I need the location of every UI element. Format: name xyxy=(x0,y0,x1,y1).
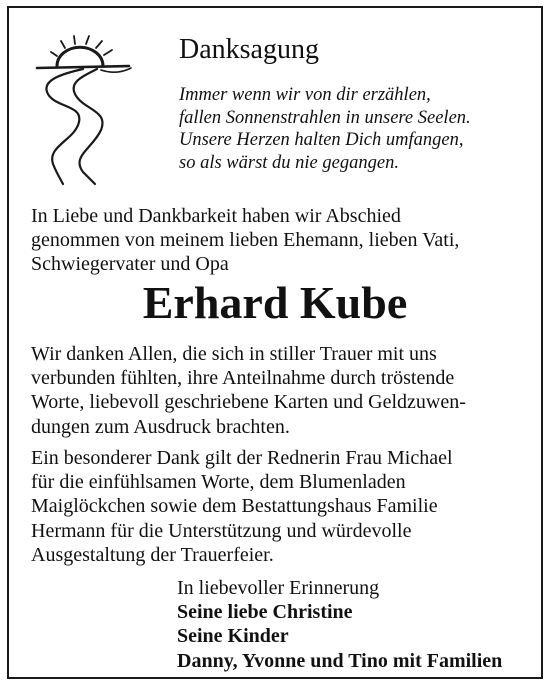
intro-line: Schwiegervater und Opa xyxy=(31,253,229,276)
thanks-line: Worte, liebevoll geschriebene Karten und Geldzuwen- xyxy=(31,391,466,414)
closing-signature xyxy=(177,576,502,673)
special-line: Hermann für die Unterstützung und würdevolle xyxy=(31,519,412,542)
special-line: Ausgestaltung der Trauerfeier. xyxy=(31,543,274,566)
poem-line: fallen Sonnenstrahlen in unsere Seelen. xyxy=(179,107,471,128)
special-line: für die einfühlsamen Worte, dem Blumenladen xyxy=(31,471,406,494)
thanks-line: Wir danken Allen, die sich in stiller Trauer mit uns xyxy=(31,343,437,365)
closing-children: Seine Kinder xyxy=(177,625,289,648)
obituary-notice xyxy=(7,6,543,679)
sunset-path-icon xyxy=(31,22,151,186)
poem-line: so als wärst du nie gegangen. xyxy=(179,152,399,173)
poem xyxy=(179,84,529,174)
deceased-name: Erhard Kube xyxy=(142,277,408,328)
intro-line: genommen von meinem lieben Ehemann, lieben Vati, xyxy=(31,229,460,252)
special-line: Maiglöckchen sowie dem Bestattungshaus Familie xyxy=(31,495,438,518)
poem-line: Unsere Herzen halten Dich umfangen, xyxy=(179,130,464,150)
closing-remembrance: In liebevoller Erinnerung xyxy=(177,577,380,599)
poem-line: Immer wenn wir von dir erzählen, xyxy=(179,85,431,105)
special-line: Ein besonderer Dank gilt der Rednerin Frau Michael xyxy=(31,447,453,469)
thanks-line: dungen zum Ausdruck brachten. xyxy=(31,415,290,438)
intro-line: In Liebe und Dankbarkeit haben wir Abschied xyxy=(31,205,401,227)
thanks-paragraph xyxy=(31,342,531,439)
heading: Danksagung xyxy=(179,34,319,65)
closing-wife: Seine liebe Christine xyxy=(177,601,353,624)
intro-paragraph xyxy=(31,204,531,277)
closing-family-names: Danny, Yvonne und Tino mit Familien xyxy=(177,649,503,672)
thanks-line: verbunden fühlten, ihre Anteilnahme durch tröstende xyxy=(31,367,455,390)
special-thanks-paragraph xyxy=(31,446,531,567)
